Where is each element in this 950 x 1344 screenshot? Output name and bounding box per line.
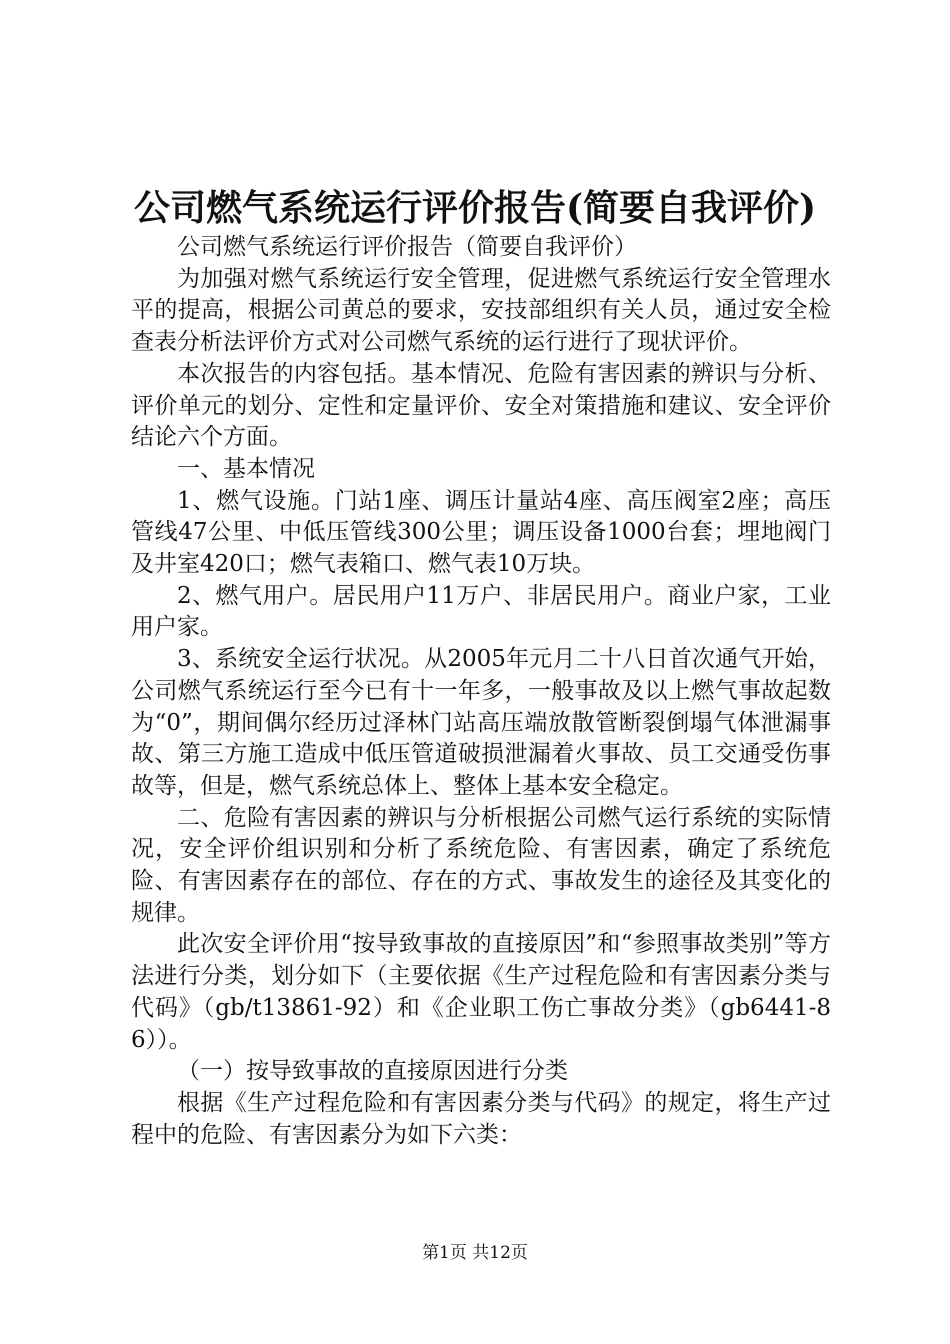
paragraph-intro: 为加强对燃气系统运行安全管理，促进燃气系统运行安全管理水平的提高，根据公司黄总的要求，安技部组织有关人员，通过安全检查表分析法评价方式对公司燃气系统的运行进行了现状评价。	[131, 265, 831, 356]
document-title: 公司燃气系统运行评价报告(简要自我评价)	[133, 187, 817, 229]
paragraph-subtitle: 公司燃气系统运行评价报告（简要自我评价）	[177, 234, 637, 260]
subsection-heading-direct-cause: （一）按导致事故的直接原因进行分类	[177, 1058, 568, 1085]
paragraph-hazard-identification: 二、危险有害因素的辨识与分析根据公司燃气运行系统的实际情况，安全评价组识别和分析了系统危险、有害因素，确定了系统危险、有害因素存在的部位、存在的方式、事故发生的途径及其变化的规律。	[131, 804, 831, 926]
page-number: 第1页 共12页	[422, 1243, 528, 1263]
paragraph-classification-method: 此次安全评价用“按导致事故的直接原因”和“参照事故类别”等方法进行分类，划分如下（主要依据《生产过程危险和有害因素分类与代码》（gb/t13861-92）和《企业职工伤亡事故分类》（gb6441-86））。	[131, 931, 831, 1053]
section-heading-basic-situation: 一、基本情况	[177, 455, 315, 482]
paragraph-safety-status: 3、系统安全运行状况。从2005年元月二十八日首次通气开始，公司燃气系统运行至今已有十一年多，一般事故及以上燃气事故起数为“0”，期间偶尔经历过泽林门站高压端放散管断裂倒塌气体泄漏事故、第三方施工造成中低压管道破损泄漏着火事故、员工交通受伤事故等，但是，燃气系统总体上、整体上基本安全稳定。	[131, 646, 831, 799]
paragraph-report-contents: 本次报告的内容包括。基本情况、危险有害因素的辨识与分析、评价单元的划分、定性和定量评价、安全对策措施和建议、安全评价结论六个方面。	[131, 360, 831, 451]
paragraph-gas-users: 2、燃气用户。居民用户11万户、非居民用户。商业户家，工业用户家。	[131, 582, 831, 641]
paragraph-six-categories: 根据《生产过程危险和有害因素分类与代码》的规定，将生产过程中的危险、有害因素分为如下六类：	[131, 1089, 831, 1148]
paragraph-gas-facilities: 1、燃气设施。门站1座、调压计量站4座、高压阀室2座；高压管线47公里、中低压管线300公里；调压设备1000台套；埋地阀门及井室420口；燃气表箱口、燃气表10万块。	[131, 487, 831, 578]
document-body	[131, 232, 831, 1151]
